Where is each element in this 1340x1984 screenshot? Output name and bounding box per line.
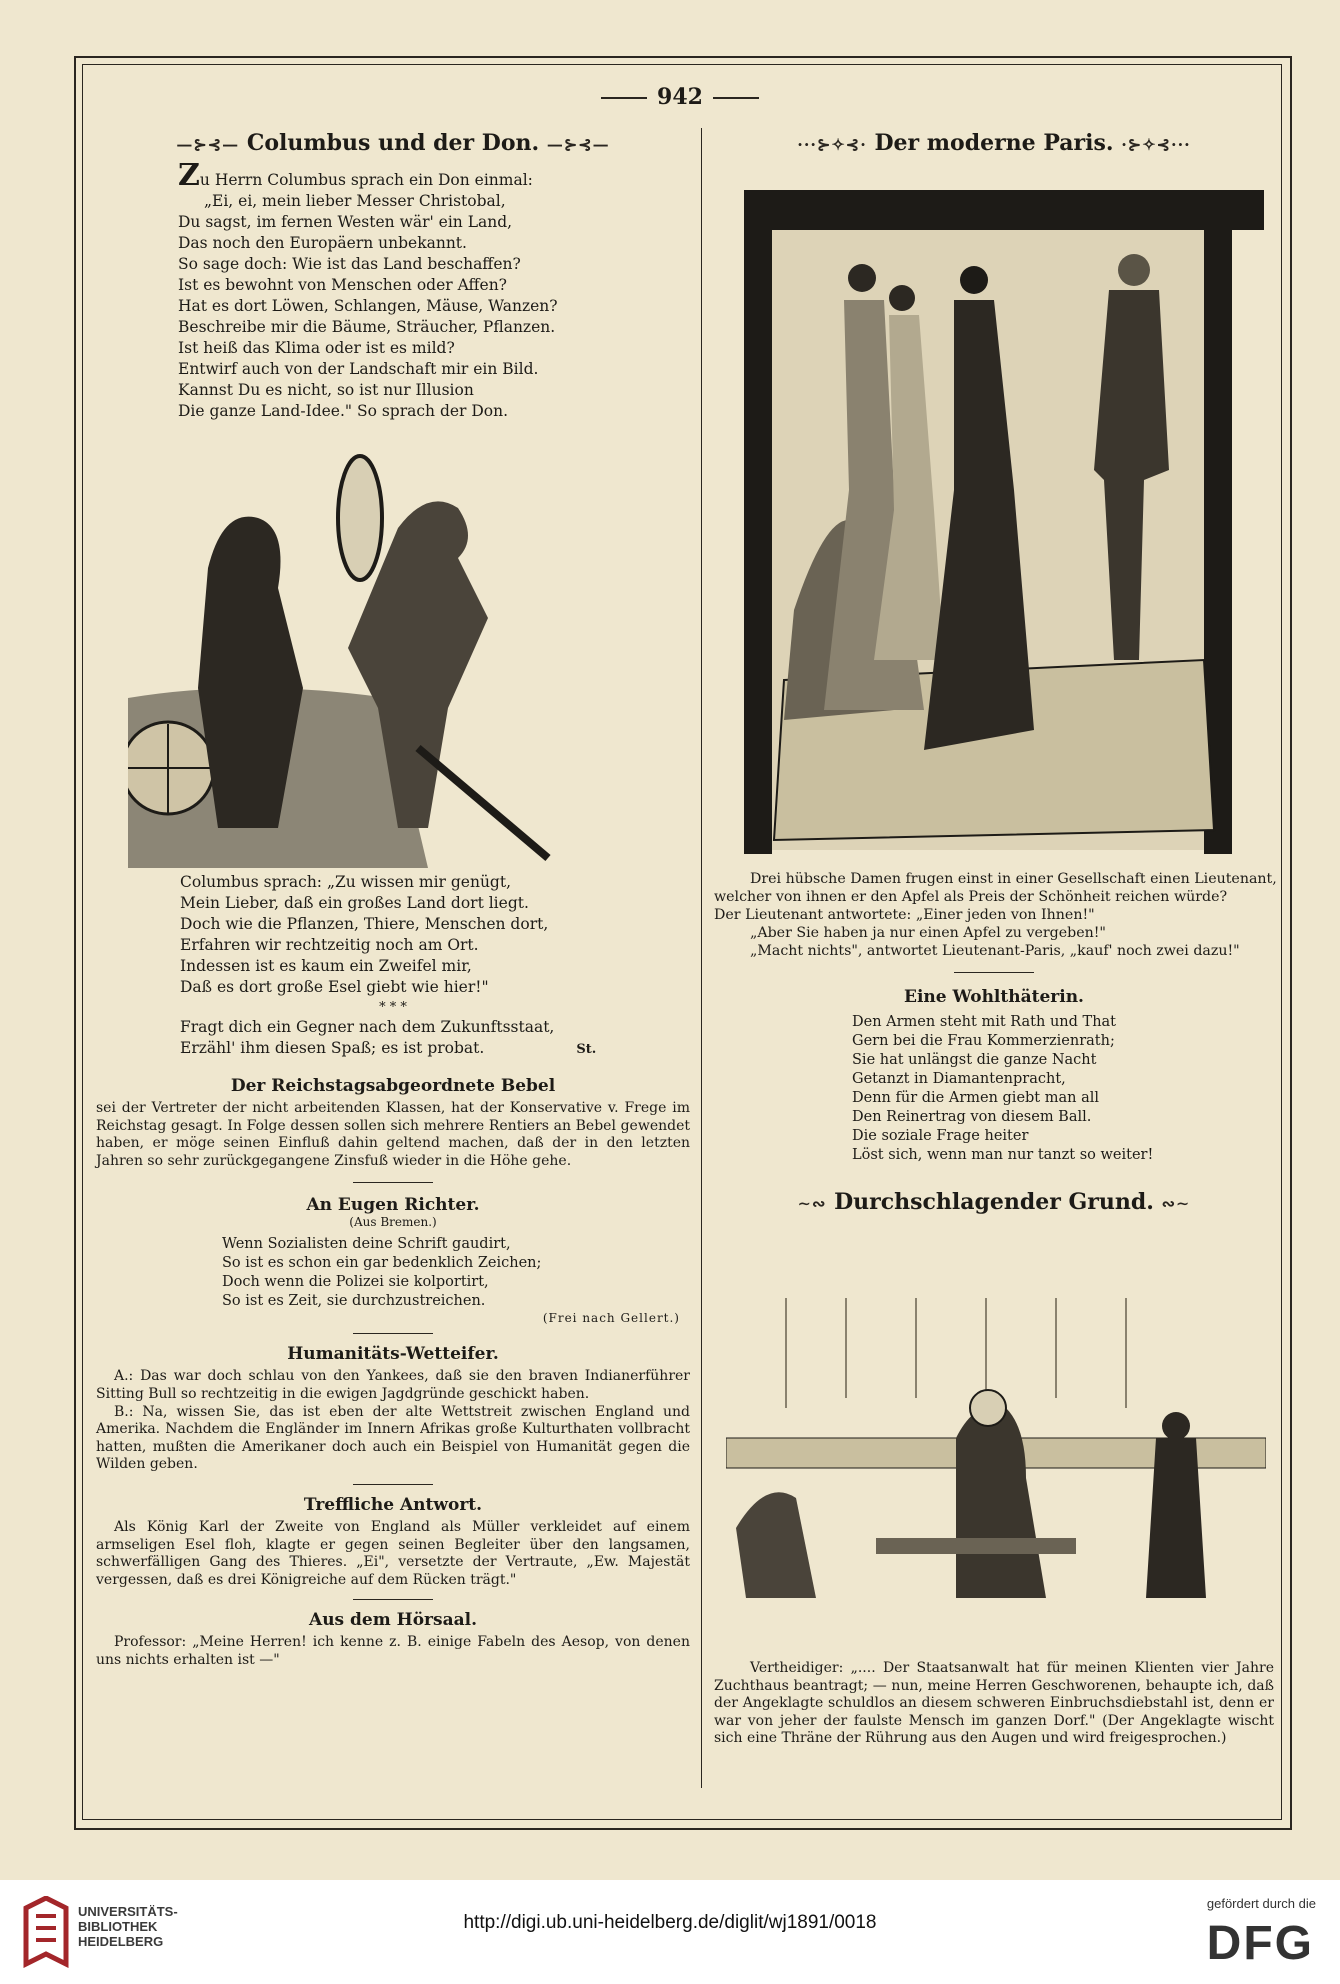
antwort-title: Treffliche Antwort. <box>303 1494 483 1515</box>
poem-line: Wenn Sozialisten deine Schrift gaudirt, <box>222 1236 511 1253</box>
ornament-right-icon: ·⊱✧⊰··· <box>1121 135 1191 154</box>
columbus-coda <box>180 1017 690 1060</box>
hoersaal-title: Aus dem Hörsaal. <box>309 1610 477 1631</box>
paris-line: Der Lieutenant antwortete: „Einer jeden von Ihnen!" <box>714 907 1095 923</box>
hoersaal-text: Professor: „Meine Herren! ich kenne z. B. einige Fabeln des Aesop, von denen uns nichts erhalten ist —" <box>96 1634 690 1668</box>
paris-text <box>714 870 1277 960</box>
courtroom-illustration <box>726 1298 1266 1642</box>
ornament-right-icon: —⊱⊰— <box>546 135 610 154</box>
right-column-lower <box>714 870 1277 1215</box>
poem-line: Hat es dort Löwen, Schlangen, Mäuse, Wanzen? <box>178 297 558 315</box>
poem-line: Sie hat unlängst die ganze Nacht <box>852 1052 1097 1068</box>
left-column-lower <box>96 872 690 1670</box>
page-number: 942 <box>590 84 770 110</box>
poem-line: Entwirf auch von der Landschaft mir ein Bild. <box>178 360 539 378</box>
columbus-poem <box>178 158 690 422</box>
bebel-text: sei der Vertreter der nicht arbeitenden Klassen, hat der Konservative v. Frege im Reichstag gesagt. In Folge dessen sollen sich mehrere Rentiers an Bebel gewendet haben, er möge seinen Einfluß dahin geltend machen, daß der in den letzten Jahren so sehr zurückgegangene Zinsfuß wieder in die Höhe gehe. <box>96 1100 690 1169</box>
ornament-left-icon: —⊱⊰— <box>176 135 240 154</box>
ornament-left-icon: ···⊱✧⊰· <box>797 135 867 154</box>
poem-line: Den Reinertrag von diesem Ball. <box>852 1109 1092 1125</box>
columbus-illustration <box>128 448 672 868</box>
paris-title: Der moderne Paris. <box>874 130 1114 156</box>
gendarme-figure <box>1146 1438 1206 1598</box>
separator <box>353 1599 433 1600</box>
poem-line: Daß es dort große Esel giebt wie hier!" <box>180 978 489 996</box>
poem-line: Beschreibe mir die Bäume, Sträucher, Pflanzen. <box>178 318 556 336</box>
poem-first-line: Zu Herrn Columbus sprach ein Don einmal: <box>178 158 533 193</box>
poem-line: So ist es schon ein gar bedenklich Zeichen; <box>222 1255 542 1272</box>
humanitaet-para1: A.: Das war doch schlau von den Yankees, daß sie den braven Indianerführer Sitting Bull so rechtzeitig in die ewigen Jagdgründe geschickt haben. <box>96 1368 690 1402</box>
source-url[interactable]: http://digi.ub.uni-heidelberg.de/diglit/wj1891/0018 <box>463 1912 877 1933</box>
poem-line: Ist heiß das Klima oder ist es mild? <box>178 339 455 357</box>
poem-line: Du sagst, im fernen Westen wär' ein Land, <box>178 213 513 231</box>
poem-line: Doch wie die Pflanzen, Thiere, Menschen dort, <box>180 915 549 933</box>
university-label: UNIVERSITÄTS- BIBLIOTHEK HEIDELBERG <box>78 1904 178 1949</box>
dfg-logo: DFG <box>1206 1917 1314 1970</box>
richter-subtitle: (Aus Bremen.) <box>349 1215 437 1230</box>
ornament-left-icon: ∼∾ <box>797 1194 827 1213</box>
poem-line: Mein Lieber, daß ein großes Land dort liegt. <box>180 894 529 912</box>
paris-illustration <box>744 190 1264 854</box>
grund-text: Vertheidiger: „.... Der Staatsanwalt hat für meinen Klienten vier Jahre Zuchthaus beantragt; — nun, meine Herren Geschworenen, behaupte ich, daß der Angeklagte schuldlos an diesem schweren Einbruchsdiebstahl ist, denn er war von jeher der faulste Mensch im ganzen Dorf." (Der Angeklagte wischt sich eine Thräne der Rührung aus den Augen und wird freigesprochen.) <box>714 1660 1274 1747</box>
poem-line: Columbus sprach: „Zu wissen mir genügt, <box>180 873 512 891</box>
section-stars: * * * <box>379 1000 407 1015</box>
poem-line: Erfahren wir rechtzeitig noch am Ort. <box>180 936 479 954</box>
wohlthaeterin-title: Eine Wohlthäterin. <box>904 987 1084 1007</box>
separator <box>954 972 1034 973</box>
poem-line: Doch wenn die Polizei sie kolportirt, <box>222 1274 489 1291</box>
signature: St. <box>576 1042 597 1057</box>
poem-line: Die ganze Land-Idee." So sprach der Don. <box>178 402 509 420</box>
funding-label: gefördert durch die <box>1206 1896 1316 1911</box>
left-column <box>96 130 690 422</box>
separator <box>353 1484 433 1485</box>
poem-line: Denn für die Armen giebt man all <box>852 1090 1100 1106</box>
poem-line-signed: Erzähl' ihm diesen Spaß; es ist probat. St. <box>180 1039 597 1057</box>
ornament-right-icon: ∾∼ <box>1161 1194 1191 1213</box>
poem-line: Kannst Du es nicht, so ist nur Illusion <box>178 381 474 399</box>
poem-line: Fragt dich ein Gegner nach dem Zukunftsstaat, <box>180 1018 555 1036</box>
humanitaet-title: Humanitäts-Wetteifer. <box>287 1344 499 1365</box>
bebel-title: Der Reichstagsabgeordnete Bebel <box>230 1076 556 1096</box>
poem-line: Löst sich, wenn man nur tanzt so weiter! <box>852 1147 1154 1163</box>
poem-line: „Ei, ei, mein lieber Messer Christobal, <box>204 192 506 210</box>
right-column <box>714 130 1274 156</box>
wohlthaeterin-poem <box>852 1013 1274 1165</box>
poem-line: Die soziale Frage heiter <box>852 1128 1029 1144</box>
humanitaet-para2: B.: Na, wissen Sie, das ist eben der alte Wettstreit zwischen England und Amerika. Nachdem die Engländer im Innern Afrikas große Kulturthaten vollbracht hatten, mußten die Amerikaner doch auch ein Beispiel von Humanität gegen die Wilden geben. <box>96 1403 690 1473</box>
columbus-heading <box>96 130 690 156</box>
columbus-reply <box>180 872 690 998</box>
paris-heading <box>714 130 1274 156</box>
paris-line: „Macht nichts", antwortet Lieutenant-Paris, „kauf' noch zwei dazu!" <box>750 943 1240 959</box>
table <box>876 1538 1076 1554</box>
column-divider <box>701 128 702 1788</box>
richter-credit: (Frei nach Gellert.) <box>542 1311 680 1326</box>
mirror-icon <box>338 456 382 580</box>
separator <box>353 1182 433 1183</box>
poem-line: Gern bei die Frau Kommerzienrath; <box>852 1033 1115 1049</box>
columbus-title: Columbus und der Don. <box>246 130 540 156</box>
paris-line: welcher von ihnen er den Apfel als Preis der Schönheit reichen würde? <box>714 889 1228 905</box>
drop-initial: Z <box>178 158 200 193</box>
grund-title: Durchschlagender Grund. <box>834 1189 1154 1215</box>
paris-line: „Aber Sie haben ja nur einen Apfel zu vergeben!" <box>750 925 1106 941</box>
poem-line: Das noch den Europäern unbekannt. <box>178 234 467 252</box>
grund-heading <box>714 1189 1274 1215</box>
poem-line: So ist es Zeit, sie durchzustreichen. <box>222 1293 486 1310</box>
poem-line: Den Armen steht mit Rath und That <box>852 1014 1117 1030</box>
poem-line: So sage doch: Wie ist das Land beschaffen? <box>178 255 521 273</box>
antwort-text: Als König Karl der Zweite von England als Müller verkleidet auf einem armseligen Esel floh, klagte er gegen seinen Begleiter über den langsamen, schwerfälligen Gang des Thieres. „Ei", versetzte der Vertraute, „Ew. Majestät vergessen, daß es drei Königreiche auf dem Rücken trägt." <box>96 1518 690 1588</box>
paris-line: Drei hübsche Damen frugen einst in einer Gesellschaft einen Lieutenant, <box>750 871 1277 887</box>
poem-line: Ist es bewohnt von Menschen oder Affen? <box>178 276 507 294</box>
richter-poem <box>222 1235 690 1311</box>
richter-title: An Eugen Richter. <box>306 1195 480 1216</box>
separator <box>353 1333 433 1334</box>
poem-line: Indessen ist es kaum ein Zweifel mir, <box>180 957 472 975</box>
grund-text-block <box>714 1660 1274 1748</box>
poem-line: Getanzt in Diamantenpracht, <box>852 1071 1066 1087</box>
